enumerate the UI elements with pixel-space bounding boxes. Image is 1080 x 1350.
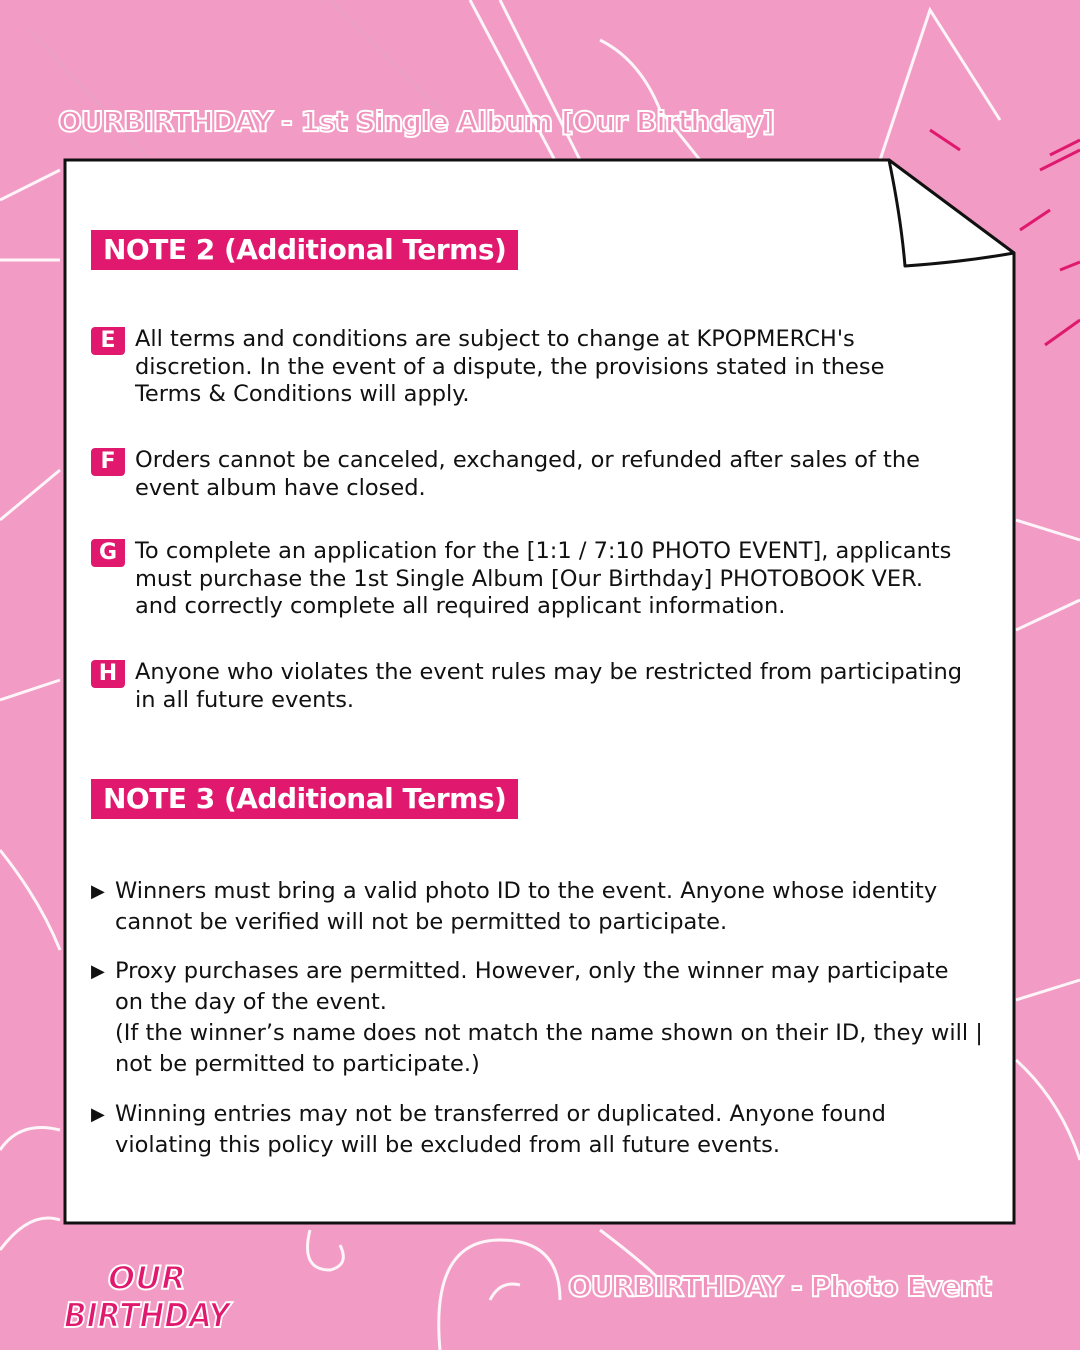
arrow-right-icon: ▶: [91, 961, 105, 982]
arrow-right-icon: ▶: [91, 881, 105, 902]
bullet-text: Winners must bring a valid photo ID to the event. Anyone whose identity cannot be verified will not be permitted to participate.: [115, 878, 938, 935]
header-title: OURBIRTHDAY - 1st Single Album [Our Birthday]: [58, 105, 775, 138]
list-item: [91, 326, 1011, 409]
footer-title: OURBIRTHDAY - Photo Event: [568, 1270, 992, 1303]
bullet-item: [91, 1099, 1011, 1161]
item-badge: F: [91, 448, 125, 476]
item-text: Orders cannot be canceled, exchanged, or refunded after sales of the event album have closed.: [135, 447, 920, 501]
item-badge: G: [91, 539, 125, 567]
item-badge: E: [91, 327, 125, 355]
item-badge: H: [91, 660, 125, 688]
our-birthday-logo: [60, 1255, 235, 1335]
list-item: [91, 659, 1011, 714]
bullet-text: Winning entries may not be transferred or duplicated. Anyone found violating this policy will be excluded from all future events.: [115, 1101, 886, 1158]
item-text: All terms and conditions are subject to change at KPOPMERCH's discretion. In the event of a dispute, the provisions stated in these Terms & Conditions will apply.: [135, 326, 885, 407]
list-item: [91, 538, 1011, 621]
bullet-text: Proxy purchases are permitted. However, only the winner may participate on the day of the event. (If the winner’s name does not match the name shown on their ID, they will | not be permitted to participate.): [115, 958, 983, 1077]
arrow-right-icon: ▶: [91, 1104, 105, 1125]
list-item: [91, 447, 1011, 502]
logo-line2: BIRTHDAY: [64, 1296, 233, 1336]
terms-paper: [63, 158, 1016, 1225]
item-text: Anyone who violates the event rules may be restricted from participating in all future events.: [135, 659, 963, 713]
bullet-item: [91, 956, 1011, 1080]
logo-line1: OUR: [108, 1259, 186, 1297]
bullet-item: [91, 876, 1011, 938]
item-text: To complete an application for the [1:1 / 7:10 PHOTO EVENT], applicants must purchase the 1st Single Album [Our Birthday] PHOTOBOOK VER. and correctly complete all required applicant information.: [135, 538, 952, 619]
note3-header: NOTE 3 (Additional Terms): [91, 779, 518, 819]
note2-header: NOTE 2 (Additional Terms): [91, 230, 518, 270]
